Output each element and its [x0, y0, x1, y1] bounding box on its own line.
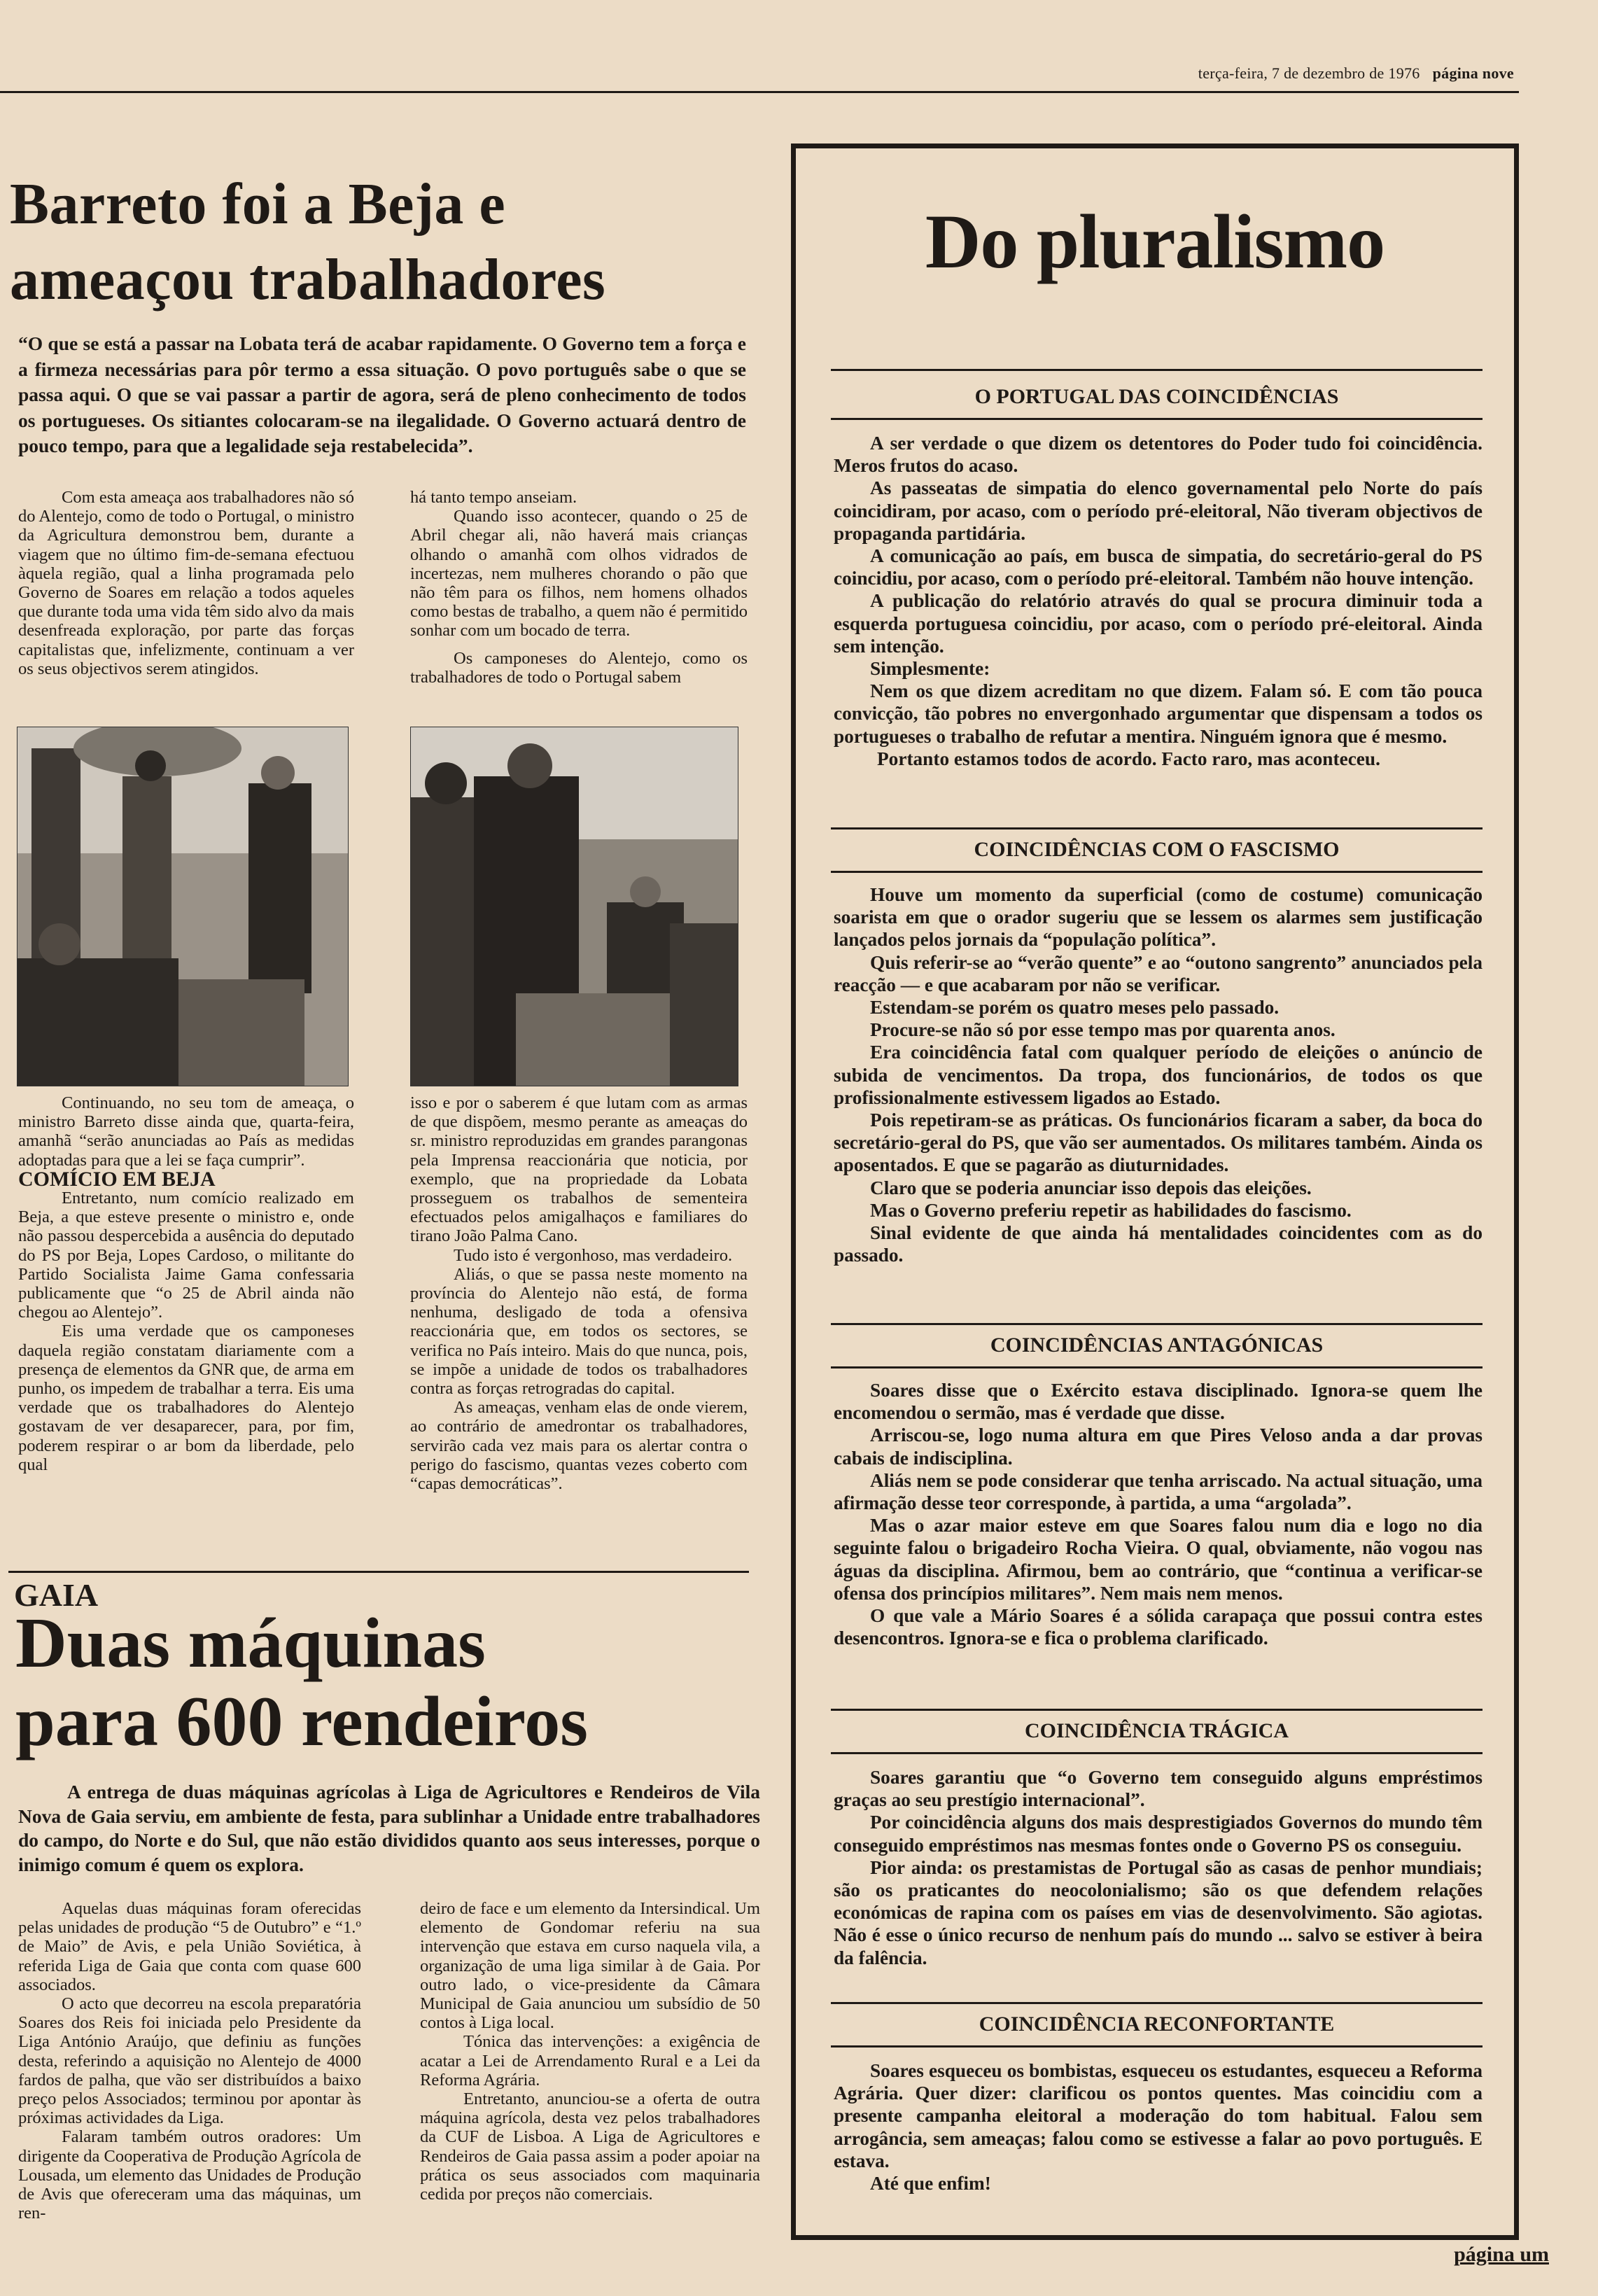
paragraph: deiro de face e um elemento da Intersindical. Um elemento de Gondomar referiu na sua intervenção que estava em curso naquela vila, a organização de uma liga similar à de Gaia. Por outro lado, o vice-presidente da Câmara Municipal de Gaia anunciou um subsídio de 50 contos à Liga local.: [420, 1899, 760, 2033]
article1-col1-bottom: [18, 1093, 354, 1474]
paragraph: Era coincidência fatal com qualquer período de eleições o anúncio de subida de vencimentos. Da tropa, dos funcionários, de todos os que profissionalmente estivessem ligados ao Estado.: [834, 1042, 1483, 1108]
paragraph: Com esta ameaça aos trabalhadores não só do Alentejo, como de todo o Portugal, o ministro da Agricultura demonstrou bem, durante a viagem que no último fim-de-semana efectuou àquela região, qual a linha programada pelo Governo de Soares em relação a todos aqueles que durante toda uma vida têm sido alvo da mais desenfreada exploração, por parte das forças capitalistas que, infelizmente, continuam a ver os seus objectivos serem atingidos.: [18, 488, 354, 678]
paragraph: Soares esqueceu os bombistas, esqueceu os estudantes, esqueceu a Reforma Agrária. Quer dizer: clarificou os pontos quentes. Mas coincidiu com a presente campanha eleitoral a moderação do tom habitual. Falou sem arrogância, sem ameaças; falou como se estivesse a falar ao povo português. E estava.: [834, 2060, 1483, 2171]
article2-headline: [15, 1604, 757, 1761]
section-head-tragica: COINCIDÊNCIA TRÁGICA: [1024, 1719, 1289, 1742]
section-rule: [831, 2002, 1483, 2004]
paragraph: Tónica das intervenções: a exigência de acatar a Lei de Arrendamento Rural e a Lei da Reforma Agrária.: [420, 2032, 760, 2090]
section-rule: [831, 827, 1483, 830]
paragraph: Mas o Governo preferiu repetir as habilidades do fascismo.: [870, 1199, 1352, 1221]
pluralismo-title: Do pluralismo: [925, 199, 1385, 284]
article-separator: [8, 1571, 749, 1573]
section-rule: [831, 1709, 1483, 1711]
paragraph: Os camponeses do Alentejo, como os trabalhadores de todo o Portugal sabem: [410, 648, 748, 687]
section-rule: [831, 1752, 1483, 1754]
article1-lede: “O que se está a passar na Lobata terá de acabar rapidamente. O Governo tem a força e a firmeza necessárias para pôr termo a essa situação. O povo português sabe o que se passa aqui. O que se vai passar a partir de agora, será de pleno conhecimento de todos os portugueses. Os sitiantes colocaram-se na ilegalidade. O Governo actuará dentro de pouco tempo, para que a legalidade seja restabelecida”.: [18, 332, 746, 456]
paragraph: Portanto estamos todos de acordo. Facto raro, mas aconteceu.: [877, 748, 1380, 769]
paragraph: Sinal evidente de que ainda há mentalidades coincidentes com as do passado.: [834, 1222, 1483, 1266]
section-reconfortante-body: [834, 2059, 1483, 2194]
masthead: [1198, 64, 1514, 83]
paragraph: O acto que decorreu na escola preparatória Soares dos Reis foi iniciada pelo Presidente da Liga António Araújo, que definiu as funções desta, referindo a aquisição no Alentejo de 4000 fardos de palha, que vão ser distribuídos a baixo preço pelos Associados; terminou por apontar às próximas actividades da Liga.: [18, 1994, 361, 2128]
paragraph: Por coincidência alguns dos mais desprestigiados Governos do mundo têm conseguido empréstimos nas mesmas fontes onde o Governo PS os conseguiu.: [834, 1812, 1483, 1856]
paragraph: Entretanto, anunciou-se a oferta de outra máquina agrícola, desta vez pelos trabalhadores da CUF de Lisboa. A Liga de Agricultores e Rendeiros de Gaia passa assim a poder apoiar na prática os seus associados com maquinaria cedida por preços não comerciais.: [420, 2090, 760, 2204]
paragraph: A publicação do relatório através do qual se procura diminuir toda a esquerda portuguesa coincidiu, por acaso, com o período pré-eleitoral. Ainda sem intenção.: [834, 590, 1483, 657]
paragraph: isso e por o saberem é que lutam com as armas de que dispõem, mesmo perante as ameaças do sr. ministro reproduzidas em grandes parangonas pela Imprensa reaccionária que noticia, por exemplo, que na propriedade da Lobata prosseguem os trabalhos de sementeira efectuados pelos amigalhaços e familiares do tirano João Palma Cano.: [410, 1093, 748, 1246]
article2-col2: [420, 1899, 760, 2204]
article1-headline: Barreto foi a Beja e ameaçou trabalhadores: [10, 172, 606, 312]
section-head-portugal: O PORTUGAL DAS COINCIDÊNCIAS: [974, 385, 1339, 408]
section-rule: [831, 1323, 1483, 1325]
article1-col1-top: [18, 488, 354, 678]
paragraph: Aliás nem se pode considerar que tenha arriscado. Na actual situação, uma afirmação desse teor corresponde, à partida, a uma “argolada”.: [834, 1469, 1483, 1514]
section-antagonicas-body: [834, 1379, 1483, 1649]
photo-image: [17, 727, 348, 1086]
section-fascismo-body: [834, 883, 1483, 1266]
photo-image: [411, 727, 738, 1086]
paragraph: Quando isso acontecer, quando o 25 de Abril chegar ali, não haverá mais crianças olhando o amanhã com olhos vidrados de incertezas, nem mulheres chorando o pão que não têm para os filhos, nem homens olhados como bestas de trabalho, a quem não é permitido sonhar com um bocado de terra.: [410, 507, 748, 640]
paragraph: Aquelas duas máquinas foram oferecidas pelas unidades de produção “5 de Outubro” e “1.º de Maio” de Avis, e pela União Soviética, à referida Liga de Gaia que conta com quase 600 associados.: [18, 1899, 361, 1994]
photo-peasants-right: [410, 727, 738, 1086]
section-rule: [831, 2045, 1483, 2047]
section-tragica-body: [834, 1766, 1483, 1969]
article1-col2-bottom: [410, 1093, 748, 1493]
paragraph: Soares garantiu que “o Governo tem conseguido alguns empréstimos graças ao seu prestígio internacional”.: [834, 1767, 1483, 1811]
paragraph: A ser verdade o que dizem os detentores do Poder tudo foi coincidência. Meros frutos do acaso.: [834, 433, 1483, 477]
article2-col1: [18, 1899, 361, 2222]
headline-line: Duas máquinas: [15, 1604, 486, 1683]
masthead-date: terça-feira, 7 de dezembro de 1976: [1198, 64, 1420, 82]
paragraph: Quis referir-se ao “verão quente” e ao “outono sangrento” anunciados pela reacção — e que acabaram por não se verificar.: [834, 951, 1483, 995]
paragraph: Entretanto, num comício realizado em Beja, a que esteve presente o ministro e, onde não passou despercebida a ausência do deputado do PS por Beja, Lopes Cardoso, o militante do Partido Socialista Jaime Gama confessaria publicamente que “o 25 de Abril ainda não chegou ao Alentejo”.: [18, 1189, 354, 1322]
paragraph: Tudo isto é vergonhoso, mas verdadeiro.: [454, 1245, 733, 1265]
paragraph: Falaram também outros oradores: Um dirigente da Cooperativa de Produção Agrícola de Lousada, um elemento das Unidades de Produção de Avis que ofereceram uma das máquinas, um ren-: [18, 2127, 361, 2223]
section-rule: [831, 418, 1483, 420]
subhead-comicio: COMÍCIO EM BEJA: [18, 1167, 216, 1191]
paragraph: Estendam-se porém os quatro meses pelo passado.: [870, 997, 1280, 1018]
footer-page-label: página um: [1454, 2243, 1549, 2266]
masthead-page: página nove: [1432, 64, 1514, 82]
paragraph: O que vale a Mário Soares é a sólida carapaça que possui contra estes desencontros. Ignora-se e fica o problema clarificado.: [834, 1605, 1483, 1649]
section-head-antagonicas: COINCIDÊNCIAS ANTAGÓNICAS: [990, 1334, 1324, 1357]
paragraph: Pior ainda: os prestamistas de Portugal são as casas de penhor mundiais; são os praticantes do neocolonialismo; são os que defendem relações económicas de rapina com os países em vias de desenvolvimento. São agiotas. Não é esse o único recurso de nenhum país do mundo ... salvo se estiver à beira da falência.: [834, 1856, 1483, 1968]
article1-col2-top: [410, 488, 748, 687]
paragraph: Pois repetiram-se as práticas. Os funcionários ficaram a saber, da boca do secretário-geral do PS, que vão ser aumentados. Os militares também. Ainda os aposentados. E que se pagarão as diuturnidades.: [834, 1110, 1483, 1176]
paragraph: Aliás, o que se passa neste momento na província do Alentejo não está, de forma nenhuma, desligado de toda a ofensiva reaccionária que, em todos os sectores, se verifica no País inteiro. Mais do que nunca, pois, se impõe a unidade de todos os trabalhadores contra as forças retrogradas do capital.: [410, 1264, 748, 1399]
paragraph: Continuando, no seu tom de ameaça, o ministro Barreto disse ainda que, quarta-feira, amanhã “serão anunciadas ao País as medidas adoptadas para que a lei se faça cumprir”.: [18, 1093, 354, 1170]
paragraph: As passeatas de simpatia do elenco governamental pelo Norte do país coincidiram, por acaso, com o período pré-eleitoral, Não tiveram objectivos de propaganda partidária.: [834, 477, 1483, 544]
section-head-reconfortante: COINCIDÊNCIA RECONFORTANTE: [979, 2012, 1335, 2036]
paragraph: Claro que se poderia anunciar isso depois das eleições.: [870, 1177, 1312, 1198]
paragraph: Mas o azar maior esteve em que Soares falou num dia e logo no dia seguinte falou o brigadeiro Rocha Vieira. O qual, obviamente, não vogou nas águas da disciplina. Afirmou, bem ao contrário, que “continua a verificar-se ofensa dos princípios militares”. Nem mais nem menos.: [834, 1515, 1483, 1604]
section-head-fascismo: COINCIDÊNCIAS COM O FASCISMO: [974, 838, 1340, 861]
paragraph: Nem os que dizem acreditam no que dizem. Falam só. E com tão pouca convicção, tão pobres no envergonhado argumentar que dispensam a todos os portugueses o trabalho de refutar a mentira. Ninguém ignora que é mesmo.: [834, 680, 1483, 747]
paragraph: As ameaças, venham elas de onde vierem, ao contrário de amedrontar os trabalhadores, servirão cada vez mais para os alertar contra o perigo do fascismo, quantas vezes coberto com “capas democráticas”.: [410, 1398, 748, 1494]
paragraph: Arriscou-se, logo numa altura em que Pires Veloso anda a dar provas cabais de indisciplina.: [834, 1424, 1483, 1469]
paragraph: Soares disse que o Exército estava disciplinado. Ignora-se quem lhe encomendou o sermão, mas é verdade que disse.: [834, 1380, 1483, 1424]
paragraph: Simplesmente:: [870, 658, 990, 680]
article2-lede: [18, 1780, 760, 1877]
paragraph: Eis uma verdade que os camponeses daquela região constatam diariamente com a presença de elementos da GNR que, de arma em punho, os impedem de trabalhar a terra. Eis uma verdade que os trabalhadores do Alentejo gostavam de ver desaparecer, para, por fim, poderem respirar o ar bom da liberdade, pelo qual: [18, 1322, 354, 1474]
paragraph: Procure-se não só por esse tempo mas por quarenta anos.: [870, 1019, 1336, 1041]
paragraph: há tanto tempo anseiam.: [410, 488, 577, 507]
paragraph: Até que enfim!: [870, 2173, 991, 2194]
section-rule: [831, 871, 1483, 873]
article2-kicker: GAIA: [14, 1577, 99, 1613]
top-rule: [0, 91, 1519, 93]
lede-text: A entrega de duas máquinas agrícolas à Liga de Agricultores e Rendeiros de Vila Nova de Gaia serviu, em ambiente de festa, para sublinhar a Unidade entre trabalhadores do campo, do Norte e do Sul, que não estão divididos quanto aos seus interesses, porque o inimigo comum é quem os explora.: [18, 1781, 760, 1875]
section-portugal-body: [834, 432, 1483, 770]
paragraph: Houve um momento da superficial (como de costume) comunicação soarista em que o orador sugeriu que se lessem os alarmes sem justificação lançados pelos jornais da “população política”.: [834, 884, 1483, 951]
paragraph: A comunicação ao país, em busca de simpatia, do secretário-geral do PS coincidiu, por acaso, com o período pré-eleitoral. Também não houve intenção.: [834, 545, 1483, 589]
section-rule: [831, 1366, 1483, 1368]
headline-line: para 600 rendeiros: [15, 1682, 588, 1761]
photo-peasants-left: [17, 727, 349, 1086]
section-rule: [831, 369, 1483, 371]
